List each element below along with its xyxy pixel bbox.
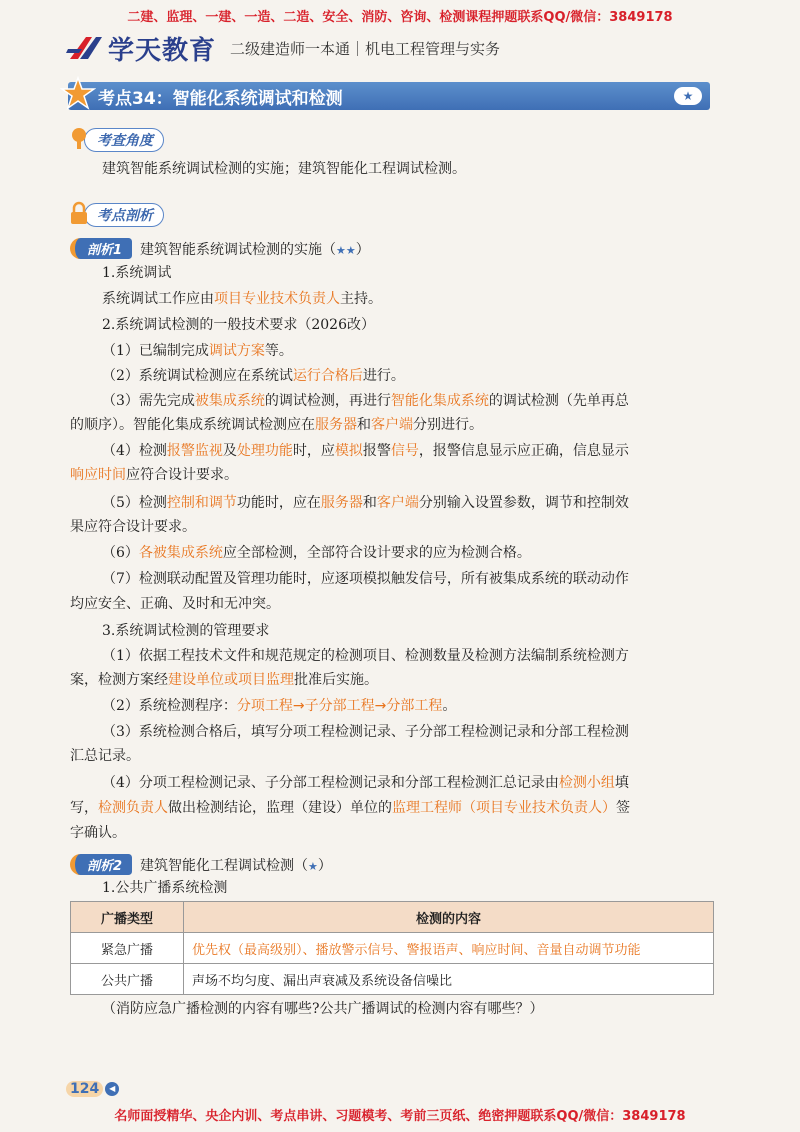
table-header-cell: 检测的内容 [184, 902, 714, 933]
table-header-cell: 广播类型 [71, 902, 184, 933]
s3-item-3-line2: 汇总记录。 [70, 748, 140, 764]
s2-item-6: （6）各被集成系统应全部检测，全部符合设计要求的应为检测合格。 [102, 545, 531, 561]
s3-item-4-line3: 字确认。 [70, 825, 126, 841]
table-cell-type: 公共广播 [71, 964, 184, 995]
s3-heading: 3.系统调试检测的管理要求 [102, 623, 270, 639]
bottom-contact-banner: 名师面授精华、央企内训、考点串讲、习题模考、考前三页纸、绝密押题联系QQ/微信：3849178 [114, 1109, 686, 1124]
orange-star-icon [60, 76, 96, 116]
lock-icon [68, 201, 90, 229]
book-subtitle: 二级建造师一本通｜机电工程管理与实务 [230, 39, 501, 58]
s3-item-2: （2）系统检测程序：分项工程→子分部工程→分部工程。 [102, 698, 457, 714]
analysis-badge: 剖析2 [70, 854, 132, 875]
s3-item-3-line1: （3）系统检测合格后，填写分项工程检测记录、子分部工程检测记录和分部工程检测 [102, 724, 629, 740]
angle-text: 建筑智能系统调试检测的实施；建筑智能化工程调试检测。 [102, 161, 466, 177]
table-header-row [71, 902, 714, 933]
s2-item-2: （2）系统调试检测应在系统试运行合格后进行。 [102, 368, 405, 384]
table-cell-content: 声场不均匀度、漏出声衰减及系统设备信噪比 [184, 964, 714, 995]
s2-heading: 2.系统调试检测的一般技术要求（2026改） [102, 317, 375, 333]
broadcast-test-table [70, 901, 714, 995]
difficulty-star-badge: ★ [674, 87, 702, 105]
brand-logo-icon [66, 33, 104, 63]
pa-heading: 1.公共广播系统检测 [102, 880, 228, 896]
s2-item-5-line1: （5）检测控制和调节功能时，应在服务器和客户端分别输入设置参数，调节和控制效 [102, 495, 629, 511]
section-tag-angle [68, 126, 164, 154]
page-number [66, 1081, 119, 1097]
section-tag-label: 考查角度 [84, 128, 164, 152]
s3-item-1-line1: （1）依据工程技术文件和规范规定的检测项目、检测数量及检测方法编制系统检测方 [102, 648, 629, 664]
page-number-label: 124 [66, 1081, 103, 1097]
topic-title-bar [68, 82, 710, 110]
analysis-title: 建筑智能化工程调试检测（★） [140, 857, 332, 874]
table-cell-type: 紧急广播 [71, 933, 184, 964]
analysis-2-heading [70, 854, 332, 875]
s2-item-7-line1: （7）检测联动配置及管理功能时，应逐项模拟触发信号，所有被集成系统的联动动作 [102, 571, 629, 587]
analysis-title: 建筑智能系统调试检测的实施（★★） [140, 241, 370, 258]
s2-item-3-line1: （3）需先完成被集成系统的调试检测，再进行智能化集成系统的调试检测（先单再总 [102, 393, 629, 409]
analysis-1-heading [70, 238, 370, 259]
analysis-badge: 剖析1 [70, 238, 132, 259]
brand-name: 学天教育 [108, 35, 217, 66]
s2-item-5-line2: 果应符合设计要求。 [70, 519, 196, 535]
topic-title: 考点34：智能化系统调试和检测 [98, 88, 343, 109]
s3-item-4-line1: （4）分项工程检测记录、子分部工程检测记录和分部工程检测汇总记录由检测小组填 [102, 775, 629, 791]
pin-icon [68, 126, 90, 154]
section-tag-label: 考点剖析 [84, 203, 164, 227]
importance-stars: ★★ [336, 243, 356, 257]
arrow-left-icon: ◀ [105, 1082, 119, 1096]
s1-text: 系统调试工作应由项目专业技术负责人主持。 [102, 291, 382, 307]
s2-item-4-line2: 响应时间应符合设计要求。 [70, 467, 238, 483]
s2-item-4-line1: （4）检测报警监视及处理功能时，应模拟报警信号，报警信息显示应正确，信息显示 [102, 443, 629, 459]
importance-stars: ★ [308, 859, 318, 873]
review-question: （消防应急广播检测的内容有哪些?公共广播调试的检测内容有哪些？） [102, 1001, 544, 1017]
section-tag-analysis [68, 201, 164, 229]
table-row [71, 933, 714, 964]
page-header [66, 30, 746, 66]
s2-item-3-line2: 的顺序）。智能化集成系统调试检测应在服务器和客户端分别进行。 [70, 417, 483, 433]
top-contact-banner: 二建、监理、一建、一造、二造、安全、消防、咨询、检测课程押题联系QQ/微信：3849178 [127, 10, 673, 25]
s2-item-7-line2: 均应安全、正确、及时和无冲突。 [70, 596, 280, 612]
s3-item-1-line2: 案，检测方案经建设单位或项目监理批准后实施。 [70, 672, 378, 688]
s2-item-1: （1）已编制完成调试方案等。 [102, 343, 293, 359]
table-row [71, 964, 714, 995]
s3-item-4-line2: 写，检测负责人做出检测结论，监理（建设）单位的监理工程师（项目专业技术负责人）签 [70, 800, 630, 816]
table-cell-content: 优先权（最高级别）、播放警示信号、警报语声、响应时间、音量自动调节功能 [184, 933, 714, 964]
s1-heading: 1.系统调试 [102, 265, 172, 281]
